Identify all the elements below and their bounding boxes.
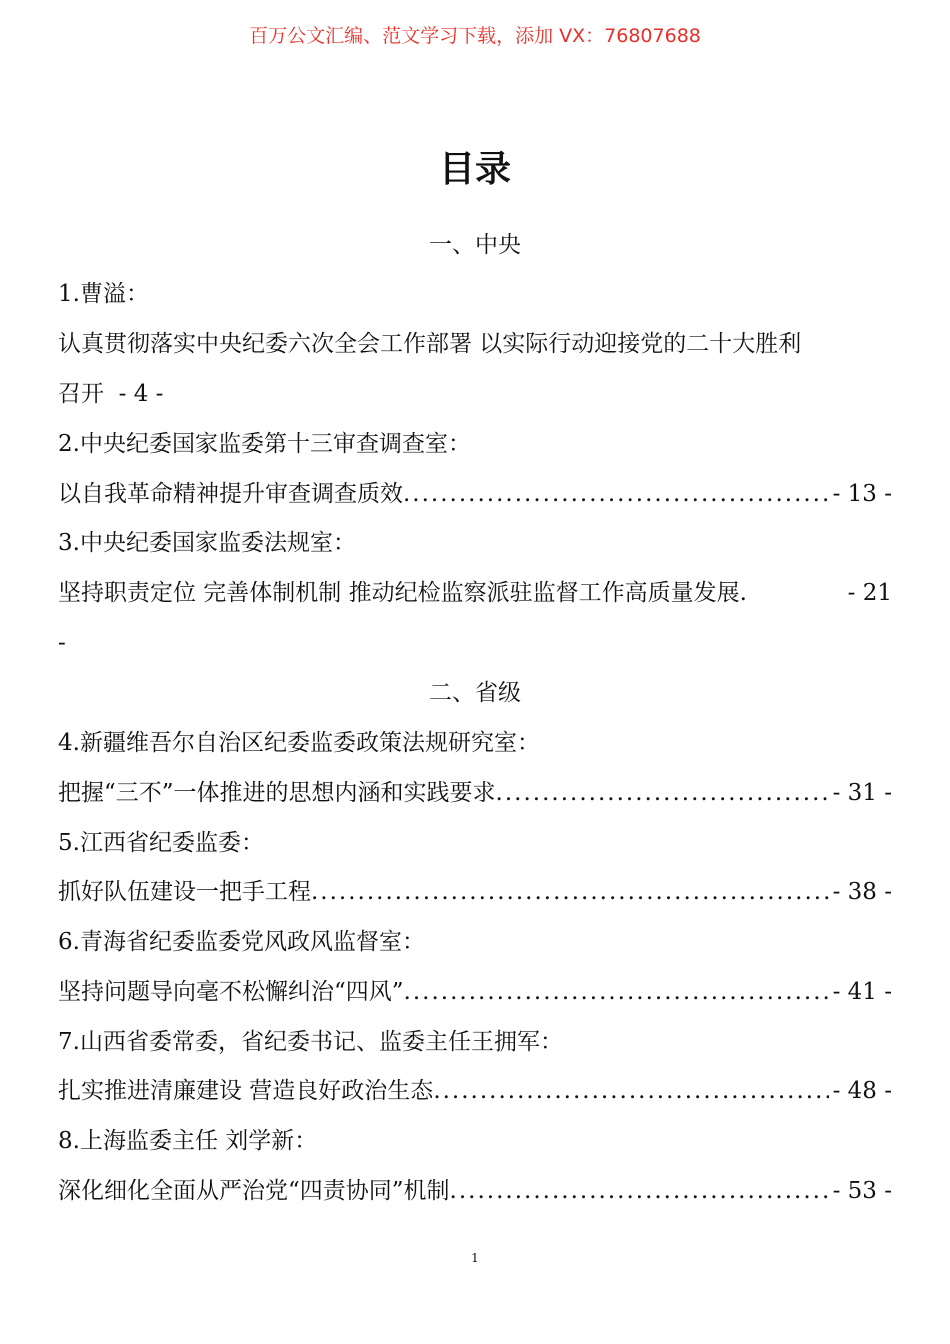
toc-page-number: - 41 - bbox=[832, 979, 892, 1005]
dot-leader bbox=[450, 1174, 829, 1208]
toc-title-text: 以自我革命精神提升审查调查质效 bbox=[58, 481, 403, 507]
toc-entry-author: 3.中央纪委国家监委法规室： bbox=[58, 530, 356, 556]
toc-entry-title[interactable] bbox=[58, 975, 892, 1009]
toc-title-text: 抓好队伍建设一把手工程 bbox=[58, 879, 311, 905]
toc-entry-title[interactable] bbox=[58, 477, 892, 511]
dot-leader bbox=[496, 776, 829, 810]
toc-entry-author: 5.江西省纪委监委： bbox=[58, 830, 264, 856]
toc-page-number: - 13 - bbox=[832, 481, 892, 507]
section-heading-central: 一、中央 bbox=[429, 232, 521, 258]
toc-entry-title[interactable] bbox=[58, 1174, 892, 1208]
toc-entry-author: 1.曹溢： bbox=[58, 281, 149, 307]
toc-title-text: 深化细化全面从严治党“四责协同”机制 bbox=[58, 1178, 450, 1204]
dot-leader bbox=[433, 1074, 828, 1108]
dot-leader bbox=[404, 975, 829, 1009]
toc-page-number: - 21 bbox=[847, 580, 892, 606]
toc-title-text: 扎实推进清廉建设 营造良好政治生态 bbox=[58, 1078, 434, 1104]
page-number: 1 bbox=[471, 1251, 479, 1265]
toc-entry-title[interactable] bbox=[58, 1074, 892, 1108]
toc-entry-title[interactable] bbox=[58, 776, 892, 810]
toc-page-number: - 31 - bbox=[832, 780, 892, 806]
toc-page-number: - 4 - bbox=[118, 381, 164, 407]
toc-entry-author: 2.中央纪委国家监委第十三审查调查室： bbox=[58, 431, 471, 457]
toc-page-number: - 38 - bbox=[832, 879, 892, 905]
toc-page-number: - 53 - bbox=[832, 1178, 892, 1204]
page-title: 目录 bbox=[438, 149, 511, 190]
toc-title-text: 坚持问题导向毫不松懈纠治“四风” bbox=[58, 979, 404, 1005]
toc-title-text: 坚持职责定位 完善体制机制 推动纪检监察派驻监督工作高质量发展. bbox=[58, 580, 747, 606]
dot-leader bbox=[311, 875, 829, 909]
toc-title-text: 把握“三不”一体推进的思想内涵和实践要求 bbox=[58, 780, 496, 806]
toc-entry-author: 7.山西省委常委，省纪委书记、监委主任王拥军： bbox=[58, 1029, 563, 1055]
watermark-banner: 百万公文汇编、范文学习下载，添加 VX：76807688 bbox=[249, 25, 701, 47]
dot-leader bbox=[403, 477, 829, 511]
toc-entry-title[interactable] bbox=[58, 875, 892, 909]
toc-page-number-cont: - bbox=[58, 630, 66, 656]
toc-entry-author: 6.青海省纪委监委党风政风监督室： bbox=[58, 929, 425, 955]
toc-page-number: - 48 - bbox=[832, 1078, 892, 1104]
toc-entry-title[interactable] bbox=[58, 576, 892, 610]
toc-entry-author: 4.新疆维吾尔自治区纪委监委政策法规研究室： bbox=[58, 730, 540, 756]
section-heading-provincial: 二、省级 bbox=[429, 680, 521, 706]
toc-entry-title-cont[interactable] bbox=[58, 377, 892, 411]
toc-title-cont-text: 召开 bbox=[58, 381, 104, 407]
toc-entry-title[interactable]: 认真贯彻落实中央纪委六次全会工作部署 以实际行动迎接党的二十大胜利 bbox=[58, 331, 802, 357]
toc-entry-author: 8.上海监委主任 刘学新： bbox=[58, 1128, 318, 1154]
